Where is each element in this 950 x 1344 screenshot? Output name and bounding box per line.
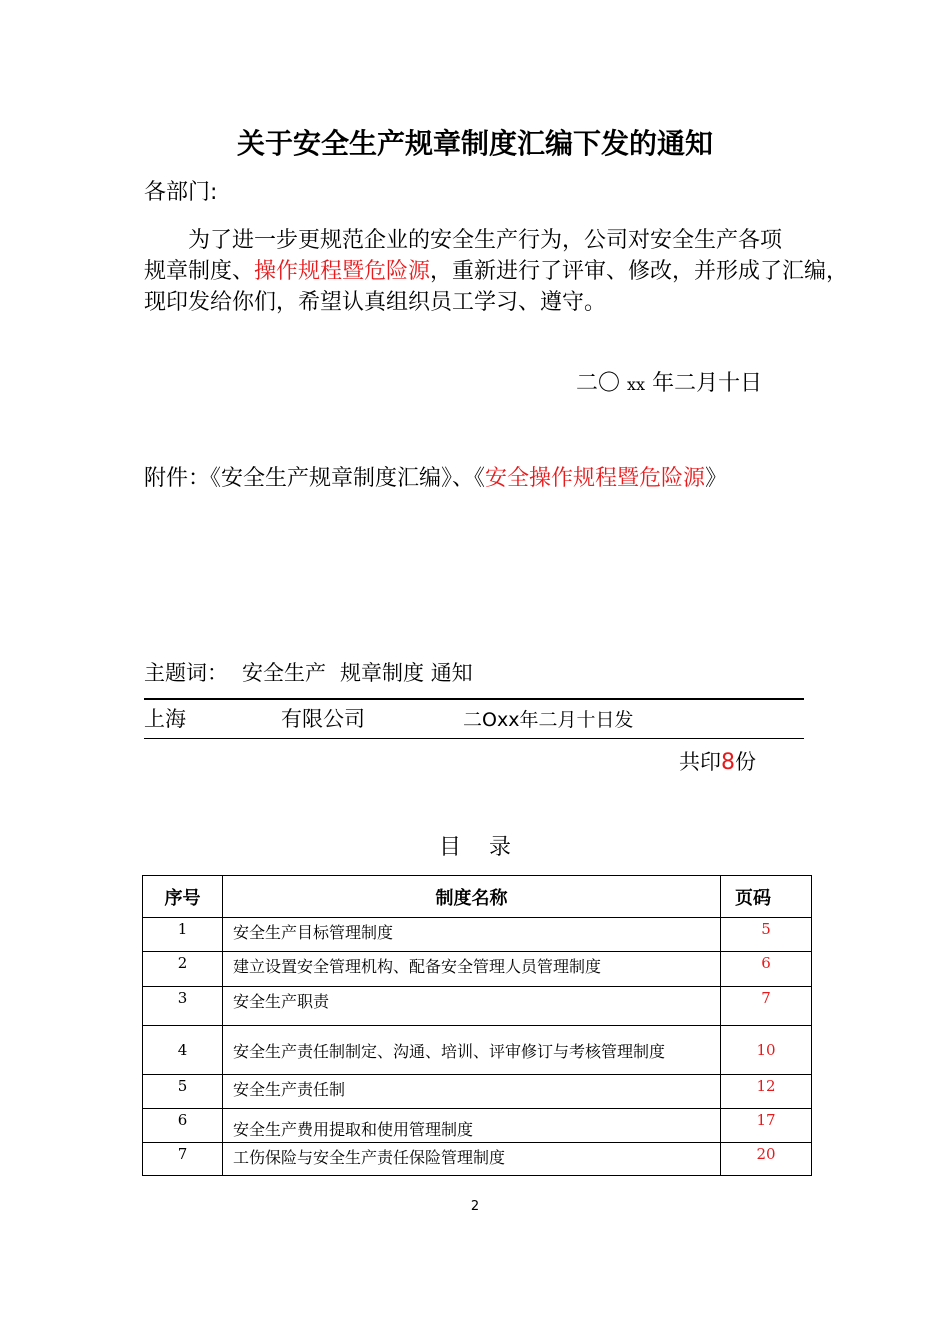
- body-line-3: 现印发给你们，希望认真组织员工学习、遵守。: [144, 290, 607, 315]
- header-num: 序号: [143, 876, 223, 918]
- issuer-city: 上海: [144, 707, 186, 731]
- page-number: 2: [470, 1199, 480, 1214]
- table-row: [143, 1026, 812, 1075]
- toc-table: [142, 875, 812, 1176]
- attachment-highlight: 安全操作规程暨危险源: [485, 466, 706, 491]
- copies-number: 8: [721, 750, 735, 775]
- copies-prefix: 共印: [679, 750, 721, 774]
- toc-title: 目录: [438, 835, 539, 860]
- row-page: 20: [721, 1143, 812, 1176]
- row-name: 工伤保险与安全生产责任保险管理制度: [223, 1143, 721, 1176]
- row-page: 7: [721, 987, 812, 1026]
- table-row: [143, 1143, 812, 1176]
- row-num: 3: [143, 987, 223, 1026]
- document-title: 关于安全生产规章制度汇编下发的通知: [236, 127, 713, 160]
- header-name: 制度名称: [223, 876, 721, 918]
- row-num: 6: [143, 1109, 223, 1143]
- subject-term: 安全生产: [242, 661, 326, 685]
- body-text: ，重新进行了评审、修改，并形成了汇编，: [430, 259, 849, 284]
- row-name: 建立设置安全管理机构、配备安全管理人员管理制度: [223, 952, 721, 987]
- row-num: 7: [143, 1143, 223, 1176]
- table-row: [143, 952, 812, 987]
- table-row: [143, 987, 812, 1026]
- row-name: 安全生产责任制制定、沟通、培训、评审修订与考核管理制度: [223, 1026, 721, 1075]
- attachment-text: 附件：《安全生产规章制度汇编》、《: [144, 466, 486, 491]
- row-num: 5: [143, 1075, 223, 1109]
- subject-terms: [144, 657, 473, 687]
- row-num: 1: [143, 918, 223, 952]
- row-page: 17: [721, 1109, 812, 1143]
- row-page: 5: [721, 918, 812, 952]
- header-page: 页码: [721, 876, 812, 918]
- issuer-company: 有限公司: [281, 707, 365, 731]
- date-year: xx: [627, 375, 646, 394]
- row-name: 安全生产费用提取和使用管理制度: [223, 1109, 721, 1143]
- issue-date: 二Oxx年二月十日发: [463, 709, 634, 731]
- salutation: 各部门:: [144, 180, 218, 205]
- row-num: 2: [143, 952, 223, 987]
- attachment-text-end: 》: [705, 466, 728, 491]
- row-page: 10: [721, 1026, 812, 1075]
- body-text: 规章制度、: [144, 259, 255, 284]
- date-suffix: 年二月十日: [652, 371, 763, 396]
- notice-date: [576, 366, 762, 397]
- divider-top: [144, 698, 804, 700]
- date-prefix: 二〇: [576, 371, 621, 396]
- attachment-line: [144, 461, 727, 492]
- row-page: 6: [721, 952, 812, 987]
- copies-suffix: 份: [735, 750, 756, 774]
- subject-label: 主题词：: [144, 661, 228, 685]
- body-line-1: 为了进一步更规范企业的安全生产行为，公司对安全生产各项: [188, 228, 783, 253]
- subject-term: 通知: [430, 661, 473, 685]
- toc-header-row: [143, 876, 812, 918]
- row-num: 4: [143, 1026, 223, 1075]
- table-row: [143, 1109, 812, 1143]
- body-line-2: [144, 254, 848, 285]
- highlight-text: 操作规程暨危险源: [254, 259, 431, 284]
- row-name: 安全生产目标管理制度: [223, 918, 721, 952]
- subject-term: 规章制度: [340, 661, 424, 685]
- divider-bottom: [144, 738, 804, 739]
- copies-count: [679, 746, 756, 776]
- table-row: [143, 918, 812, 952]
- table-row: [143, 1075, 812, 1109]
- row-page: 12: [721, 1075, 812, 1109]
- row-name: 安全生产责任制: [223, 1075, 721, 1109]
- row-name: 安全生产职责: [223, 987, 721, 1026]
